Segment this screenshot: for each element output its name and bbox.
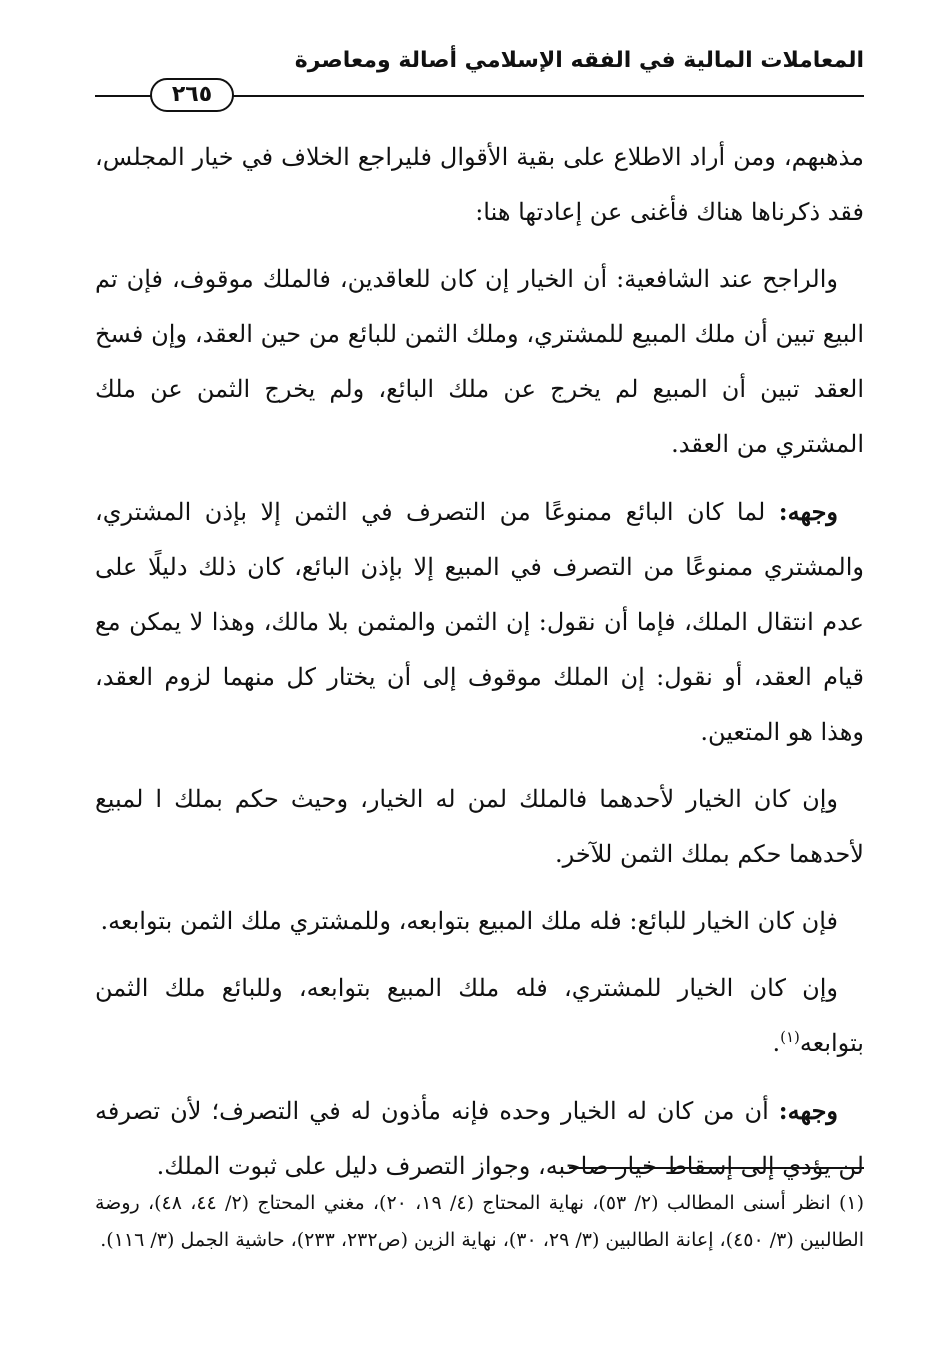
page-number: ٢٦٥ bbox=[150, 78, 234, 112]
paragraph-text: لما كان البائع ممنوعًا من التصرف في الثمن إلا بإذن المشتري، والمشتري ممنوعًا من التصرف في المبيع إلا بإذن البائع، كان ذلك دليلًا على عدم انتقال الملك، فإما أن نقول: إن الثمن والمثمن بلا مالك، وهذا لا يمكن مع قيام العقد، أو نقول: إن الملك موقوف إلى أن يختار كل منهما لزوم العقد، وهذا هو المتعين. bbox=[95, 498, 864, 746]
paragraph-text: وإن كان الخيار للمشتري، فله ملك المبيع بتوابعه، وللبائع ملك الثمن بتوابعه bbox=[95, 974, 864, 1057]
paragraph-text: فإن كان الخيار للبائع: فله ملك المبيع بتوابعه، وللمشتري ملك الثمن بتوابعه. bbox=[100, 907, 838, 935]
footnote-number: (١) bbox=[838, 1192, 864, 1214]
footnote-reference[interactable]: (١) bbox=[780, 1028, 800, 1046]
paragraph-text: أن من كان له الخيار وحده فإنه مأذون له في التصرف؛ لأن تصرفه لن يؤدي إلى إسقاط خيار صاحبه، وجواز التصرف دليل على ثبوت الملك. bbox=[95, 1097, 864, 1180]
paragraph bbox=[95, 484, 864, 760]
body-text bbox=[95, 130, 864, 1206]
running-header: المعاملات المالية في الفقه الإسلامي أصالة ومعاصرة bbox=[294, 48, 864, 73]
paragraph bbox=[95, 130, 864, 240]
paragraph bbox=[95, 252, 864, 472]
paragraph bbox=[95, 772, 864, 882]
paragraph bbox=[95, 894, 864, 949]
footnote-text: انظر أسنى المطالب (٢/ ٥٣)، نهاية المحتاج (٤/ ١٩، ٢٠)، مغني المحتاج (٢/ ٤٤، ٤٨)، روضة الطالبين (٣/ ٤٥٠)، إعانة الطالبين (٣/ ٢٩، ٣٠)، نهاية الزين (ص٢٣٢، ٢٣٣)، حاشية الجمل (٣/ ١١٦). bbox=[95, 1192, 864, 1251]
paragraph-lead: وجهه: bbox=[778, 1096, 838, 1125]
footnote bbox=[95, 1185, 864, 1259]
paragraph-text: وإن كان الخيار لأحدهما فالملك لمن له الخيار، وحيث حكم بملك ا لمبيع لأحدهما حكم بملك الثمن للآخر. bbox=[95, 785, 864, 868]
paragraph-text: مذهبهم، ومن أراد الاطلاع على بقية الأقوال فليراجع الخلاف في خيار المجلس، فقد ذكرناها هناك فأغنى عن إعادتها هنا: bbox=[95, 143, 865, 226]
paragraph: وإن كان الخيار للمشتري، فله ملك المبيع بتوابعه، وللبائع ملك الثمن بتوابعه$^{(١)}$. bbox=[95, 974, 864, 1057]
paragraph-lead: وجهه: bbox=[778, 497, 838, 526]
paragraph-text: والراجح عند الشافعية: أن الخيار إن كان للعاقدين، فالملك موقوف، فإن تم البيع تبين أن ملك المبيع للمشتري، وملك الثمن للبائع من حين العقد، وإن فسخ العقد تبين أن المبيع لم يخرج عن ملك البائع، ولم يخرج الثمن عن ملك المشتري من العقد. bbox=[95, 265, 864, 458]
footnote-rule bbox=[569, 1167, 864, 1169]
paragraph bbox=[95, 1083, 864, 1194]
